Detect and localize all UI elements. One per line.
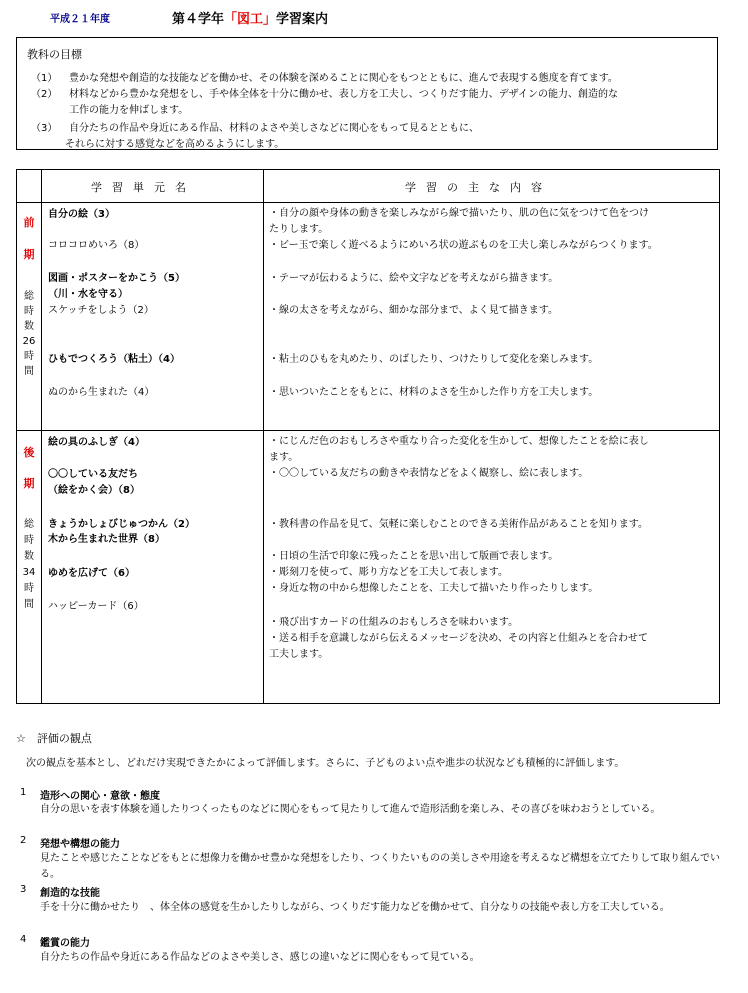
objective-text: 材料などから豊かな発想をし、手や体全体を十分に働かせ、表し方を工夫し、つくりだす能力、デザインの能力、創造的な <box>69 89 618 100</box>
objectives-box <box>16 37 718 150</box>
viewpoint-title: 鑑賞の能力 <box>40 938 90 949</box>
page-header <box>0 8 748 28</box>
objective-item <box>31 87 618 103</box>
viewpoint-description: 自分たちの作品や身近にある作品などのよさや美しさ、感じの違いなどに関心をもって見ている。 <box>40 952 480 963</box>
column-header-unit: 学習単元名 <box>91 181 196 194</box>
term-label-char: 期 <box>23 248 35 261</box>
unit-name: 木から生まれた世界（8） <box>48 534 165 545</box>
unit-name: ぬのから生まれた（4） <box>48 387 155 398</box>
unit-name: 図画・ポスターをかこう（5） <box>48 273 185 284</box>
content-line: ます。 <box>269 452 299 463</box>
objective-text-continued: 工作の能力を伸ばします。 <box>69 105 189 116</box>
unit-name: きょうかしょびじゅつかん（2） <box>48 519 195 530</box>
evaluation-heading: ☆ 評価の観点 <box>16 732 92 745</box>
content-line: ・彫刻刀を使って、彫り方などを工夫して表します。 <box>269 567 508 578</box>
content-line: ・ビー玉で楽しく遊べるようにめいろ状の遊ぶものを工夫し楽しみながらつくります。 <box>269 240 658 251</box>
unit-name: 〇〇している友だち <box>48 469 138 480</box>
content-line: 工夫します。 <box>269 649 329 660</box>
viewpoint-title: 創造的な技能 <box>40 888 100 899</box>
total-hours-char: 数 <box>24 321 34 332</box>
content-line: ・〇〇している友だちの動きや表情などをよく観察し、絵に表します。 <box>269 468 589 479</box>
total-hours-char: 間 <box>24 599 34 610</box>
content-line: ・線の太さを考えながら、細かな部分まで、よく見て描きます。 <box>269 305 558 316</box>
content-line: たりします。 <box>269 224 329 235</box>
viewpoint-description: 自分の思いを表す体験を通したりつくったものなどに関心をもって見たりして進んで造形活動を楽しみ、その喜びを味わおうとしている。 <box>40 804 661 815</box>
title-grade: 第４学年 <box>172 12 225 27</box>
viewpoint-number: 4 <box>20 934 27 945</box>
total-hours-char: 時 <box>24 583 34 594</box>
unit-name: 絵の具のふしぎ（4） <box>48 437 145 448</box>
content-line: ・飛び出すカードの仕組みのおもしろさを味わいます。 <box>269 617 519 628</box>
objective-number: （2） <box>31 89 58 100</box>
viewpoint-description: 見たことや感じたことなどをもとに想像力を働かせ豊かな発想をしたり、つくりたいものの美しさや用途を考えるなど構想を立てたりして取り組んでいる。 <box>40 853 720 880</box>
content-line: ・にじんだ色のおもしろさや重なり合った変化を生かして、想像したことを絵に表し <box>269 436 649 447</box>
table-divider <box>41 170 42 703</box>
learning-units-table <box>16 169 720 704</box>
total-hours-char: 数 <box>24 551 34 562</box>
table-divider <box>17 202 719 203</box>
content-line: ・テーマが伝わるように、絵や文字などを考えながら描きます。 <box>269 273 559 284</box>
viewpoint-description: 手を十分に働かせたり 、体全体の感覚を生かしたりしながら、つくりだす能力などを働かせて、自分なりの技能や表し方を工夫している。 <box>40 902 670 913</box>
term-label-char: 期 <box>23 477 35 490</box>
content-line: ・教科書の作品を見て、気軽に楽しむことのできる美術作品があることを知ります。 <box>269 519 648 530</box>
total-hours-char: 26 <box>22 336 36 347</box>
content-line: ・身近な物の中から想像したことを、工夫して描いたり作ったりします。 <box>269 583 599 594</box>
fiscal-year: 平成２１年度 <box>50 14 110 25</box>
viewpoint-number: 3 <box>20 884 27 895</box>
viewpoint-number: 1 <box>20 787 27 798</box>
content-line: ・思いついたことをもとに、材料のよさを生かした作り方を工夫します。 <box>269 387 599 398</box>
title-suffix: 学習案内 <box>276 12 329 27</box>
column-header-content: 学習の主な内容 <box>405 181 552 194</box>
total-hours-char: 34 <box>22 567 36 578</box>
viewpoint-title: 発想や構想の能力 <box>40 839 120 850</box>
total-hours-char: 総 <box>24 291 34 302</box>
table-divider <box>263 170 264 703</box>
term-label-char: 後 <box>23 446 35 459</box>
unit-name: ゆめを広げて（6） <box>48 568 135 579</box>
total-hours-char: 時 <box>24 351 34 362</box>
objective-text: 豊かな発想や創造的な技能などを働かせ、その体験を深めることに関心をもつとともに、進んで表現する態度を育てます。 <box>69 73 618 84</box>
term-label-char: 前 <box>23 216 35 229</box>
content-line: ・送る相手を意識しながら伝えるメッセージを決め、その内容と仕組みとを合わせて <box>269 633 648 644</box>
viewpoint-title: 造形への関心・意欲・態度 <box>40 791 160 802</box>
title-subject: 「図工」 <box>224 12 277 27</box>
unit-name: （川・水を守る） <box>48 289 128 300</box>
evaluation-intro: 次の観点を基本とし、どれだけ実現できたかによって評価します。さらに、子どものよい点や進歩の状況なども積極的に評価します。 <box>26 758 625 769</box>
objective-text-continued: それらに対する感覚などを高めるようにします。 <box>65 139 285 150</box>
unit-name: コロコロめいろ（8） <box>48 240 145 251</box>
unit-name: スケッチをしよう（2） <box>48 305 154 316</box>
unit-name: ハッピーカード（6） <box>48 601 144 612</box>
unit-name: （絵をかく会）（8） <box>48 485 140 496</box>
objective-item <box>31 121 479 137</box>
unit-name: 自分の絵（3） <box>48 209 115 220</box>
document-title <box>172 8 328 27</box>
objective-item <box>31 71 618 87</box>
content-line: ・日頃の生活で印象に残ったことを思い出して版画で表します。 <box>269 551 559 562</box>
objective-text: 自分たちの作品や身近にある作品、材料のよさや美しさなどに関心をもって見るとともに、 <box>69 123 479 134</box>
objective-number: （1） <box>31 73 58 84</box>
unit-name: ひもでつくろう（粘土）（4） <box>48 354 180 365</box>
total-hours-char: 総 <box>24 519 34 530</box>
content-line: ・自分の顔や身体の動きを楽しみながら線で描いたり、肌の色に気をつけて色をつけ <box>269 208 649 219</box>
total-hours-char: 時 <box>24 535 34 546</box>
total-hours-char: 時 <box>24 306 34 317</box>
content-line: ・粘土のひもを丸めたり、のばしたり、つけたりして変化を楽しみます。 <box>269 354 599 365</box>
total-hours-char: 間 <box>24 366 34 377</box>
objective-number: （3） <box>31 123 58 134</box>
objectives-heading: 教科の目標 <box>27 48 82 61</box>
viewpoint-number: 2 <box>20 835 27 846</box>
table-divider <box>17 430 719 431</box>
